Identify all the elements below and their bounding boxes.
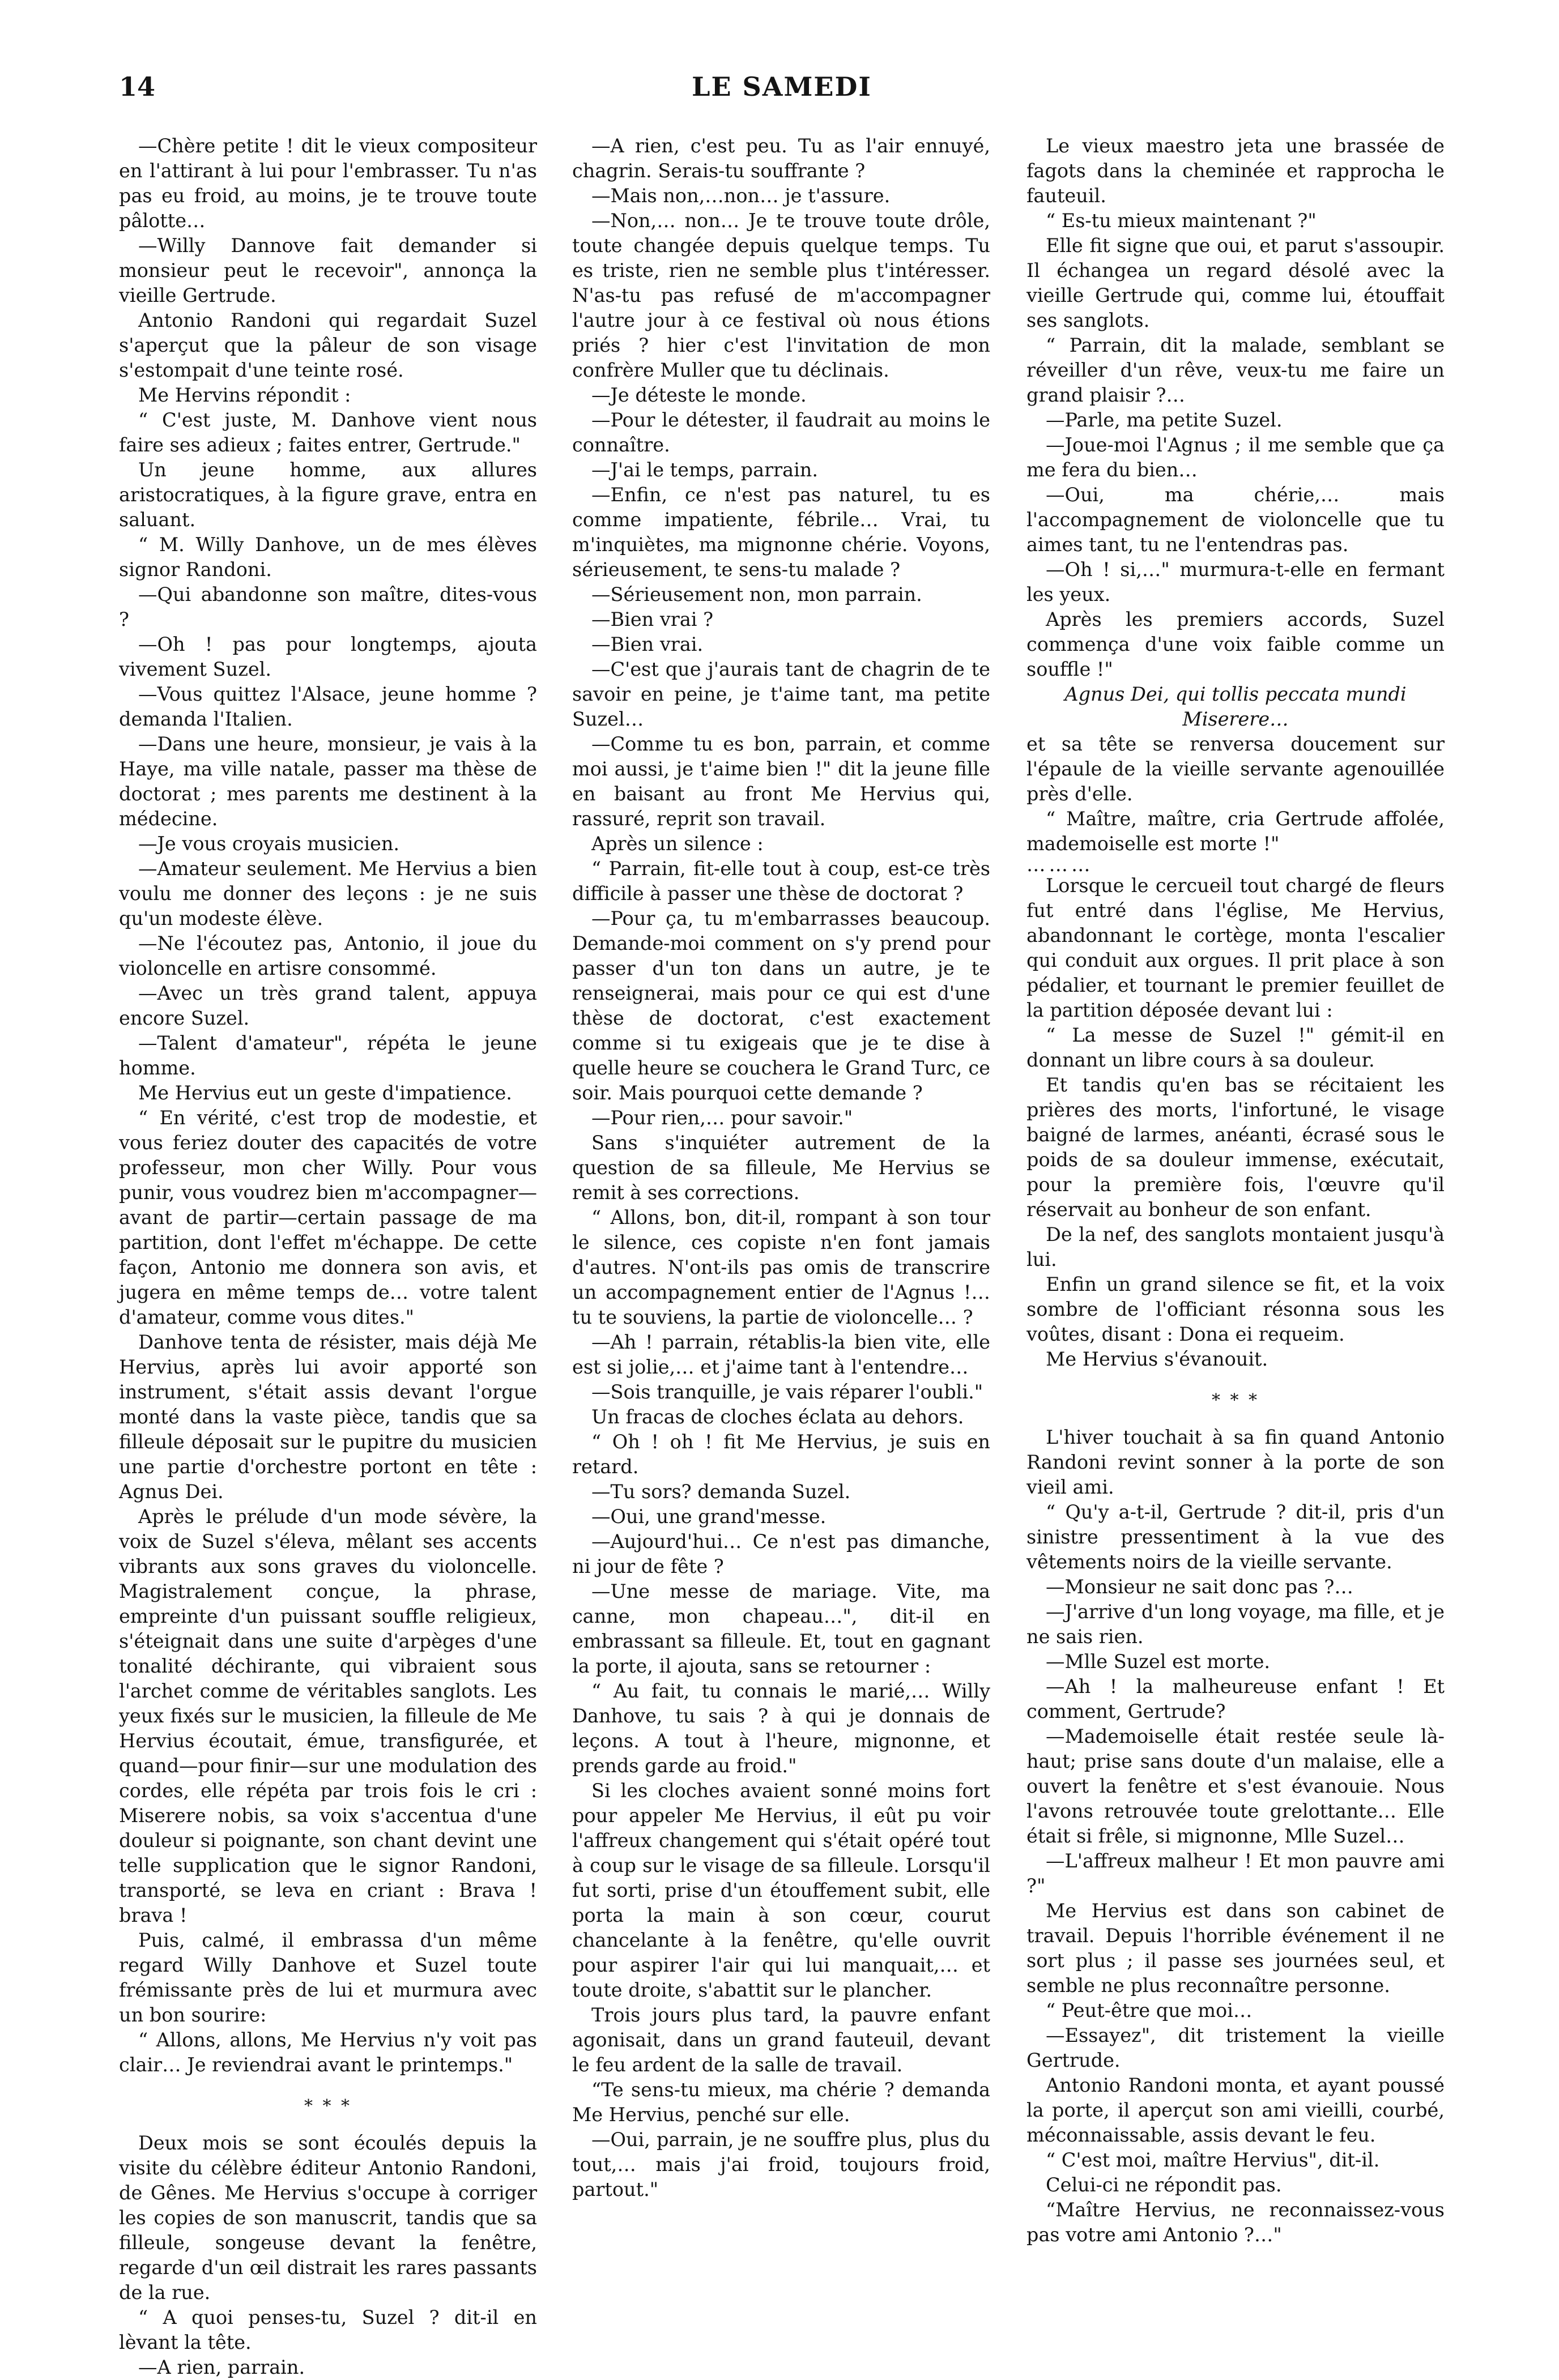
paragraph: —Sois tranquille, je vais réparer l'oubli." — [591, 1381, 983, 1403]
paragraph: Puis, calmé, il embrassa d'un même regard Willy Danhove et Suzel toute frémissante près de lui et murmura avec un bon sourire: — [119, 1929, 537, 2026]
paragraph: Danhove tenta de résister, mais déjà Me Hervius, après lui avoir apporté son instrument, s'était assis devant l'orgue monté dans la vaste pièce, tandis que sa filleule déposait sur le pupitre du musicien une partie d'orchestre portont en tête : Agnus Dei. — [119, 1331, 537, 1503]
paragraph: Trois jours plus tard, la pauvre enfant agonisait, dans un grand fauteuil, devant le feu ardent de la salle de travail. — [572, 2004, 990, 2076]
paragraph: Sans s'inquiéter autrement de la question de sa filleule, Me Hervius se remit à ses corrections. — [572, 1132, 990, 1204]
paragraph: —Ah ! parrain, rétablis-la bien vite, elle est si jolie,… et j'aime tant à l'entendre… — [572, 1331, 990, 1378]
paragraph: Après le prélude d'un mode sévère, la voix de Suzel s'éleva, mêlant ses accents vibrants aux sons graves du violoncelle. Magistralement conçue, la phrase, empreinte d'un puissant souffle religieux, s'éteignait dans une suite d'arpèges d'une tonalité déchirante, qui vibraient sous l'archet comme de véritables sanglots. Les yeux fixés sur le musicien, la filleule de Me Hervius écoutait, émue, transfigurée, et quand—pour finir—sur une modulation des cordes, elle répéta par trois fois le cri : Miserere nobis, sa voix s'accentua d'une douleur si poignante, son chant devint une telle supplication que le signor Randoni, transporté, se leva en criant : Brava ! brava ! — [119, 1505, 537, 1926]
paragraph: —Oh ! pas pour longtemps, ajouta vivement Suzel. — [119, 633, 537, 680]
latin-verse: Miserere… — [1182, 708, 1289, 730]
paragraph: “ Es-tu mieux maintenant ?" — [1046, 210, 1317, 232]
latin-verse: Agnus Dei, qui tollis peccata mundi — [1064, 683, 1407, 705]
paragraph: Elle fit signe que oui, et parut s'assoupir. Il échangea un regard désolé avec la vieille Gertrude qui, comme lui, étouffait ses sanglots. — [1026, 234, 1445, 331]
paragraph: —Non,… non… Je te trouve toute drôle, toute changée depuis quelque temps. Tu es triste, rien ne semble plus t'intéresser. N'as-tu pas refusé de m'accompagner l'autre jour à ce festival où nous étions priés ? hier c'est l'invitation de mon confrère Muller que tu déclinais. — [572, 210, 990, 381]
page-header — [119, 71, 1445, 117]
paragraph: —Chère petite ! dit le vieux compositeur en l'attirant à lui pour l'embrasser. Tu n'as pas eu froid, au moins, je te trouve toute pâlotte… — [119, 135, 537, 232]
paragraph: —Bien vrai. — [591, 633, 704, 655]
paragraph: “Maître Hervius, ne reconnaissez-vous pas votre ami Antonio ?…" — [1026, 2199, 1445, 2246]
paragraph: Me Hervius eut un geste d'impatience. — [138, 1082, 512, 1104]
paragraph: —Dans une heure, monsieur, je vais à la Haye, ma ville natale, passer ma thèse de doctorat ; mes parents me destinent à la médecine. — [119, 733, 537, 830]
paragraph: Me Hervius est dans son cabinet de travail. Depuis l'horrible événement il ne sort plus ; il passe ses journées seul, et semble ne plus reconnaître personne. — [1026, 1900, 1445, 1997]
text-column-3 — [1026, 134, 1445, 2263]
paragraph: —Avec un très grand talent, appuya encore Suzel. — [119, 982, 537, 1029]
paragraph: —Oui, ma chérie,… mais l'accompagnement de violoncelle que tu aimes tant, tu ne l'entendras pas. — [1026, 484, 1445, 556]
paragraph: Et tandis qu'en bas se récitaient les prières des morts, l'infortuné, le visage baigné de larmes, anéanti, écrasé sous le poids de sa douleur immense, exécutait, pour la première fois, l'œuvre qu'il réservait au bonheur de son enfant. — [1026, 1074, 1445, 1221]
paragraph: —Sérieusement non, mon parrain. — [591, 583, 922, 605]
paragraph: —Amateur seulement. Me Hervius a bien voulu me donner des leçons : je ne suis qu'un modeste élève. — [119, 858, 537, 929]
paragraph: “Te sens-tu mieux, ma chérie ? demanda Me Hervius, penché sur elle. — [572, 2079, 990, 2126]
paragraph: —Pour ça, tu m'embarrasses beaucoup. Demande-moi comment on s'y prend pour passer d'un ton dans un autre, je te renseignerai, mais pour ce qui est d'une thèse de doctorat, c'est exactement comme si tu exigeais que je te dise à quelle heure se couchera le Grand Turc, ce soir. Mais pourquoi cette demande ? — [572, 907, 990, 1104]
paragraph: “ Allons, allons, Me Hervius n'y voit pas clair… Je reviendrai avant le printemps." — [119, 2029, 537, 2076]
paragraph: —Je vous croyais musicien. — [138, 833, 400, 855]
paragraph: —Oui, parrain, je ne souffre plus, plus du tout,… mais j'ai froid, toujours froid, partout." — [572, 2129, 990, 2200]
page-title: LE SAMEDI — [692, 71, 872, 102]
paragraph: —C'est que j'aurais tant de chagrin de te savoir en peine, je t'aime tant, ma petite Suzel… — [572, 658, 990, 730]
paragraph: Me Hervins répondit : — [138, 384, 351, 406]
paragraph: —Pour le détester, il faudrait au moins le connaître. — [572, 409, 990, 456]
paragraph: Après un silence : — [591, 833, 764, 855]
paragraph: “ En vérité, c'est trop de modestie, et vous feriez douter des capacités de votre professeur, mon cher Willy. Pour vous punir, vous voudrez bien m'accompagner—avant de partir—certain passage de ma partition, dont l'effet m'échappe. De cette façon, Antonio me donnera son avis, et jugera en même temps de… votre talent d'amateur, comme vous dites." — [119, 1107, 537, 1328]
paragraph: Deux mois se sont écoulés depuis la visite du célèbre éditeur Antonio Randoni, de Gênes. Me Hervius s'occupe à corriger les copies de son manuscrit, tandis que sa filleule, songeuse devant la fenêtre, regarde d'un œil distrait les rares passants de la rue. — [119, 2132, 537, 2304]
paragraph: —Talent d'amateur", répéta le jeune homme. — [119, 1032, 537, 1079]
paragraph: “ Au fait, tu connais le marié,… Willy Danhove, tu sais ? à qui je donnais de leçons. A tout à l'heure, mignonne, et prends garde au froid." — [572, 1680, 990, 1777]
text-column-1 — [119, 134, 537, 2378]
paragraph: “ A quoi penses-tu, Suzel ? dit-il en lèvant la tête. — [119, 2306, 537, 2353]
paragraph: —Oui, une grand'messe. — [591, 1505, 827, 1528]
paragraph: —Qui abandonne son maître, dites-vous ? — [119, 583, 537, 630]
paragraph: Antonio Randoni monta, et ayant poussé la porte, il aperçut son ami vieilli, courbé, méconnaissable, assis devant le feu. — [1026, 2074, 1445, 2146]
paragraph: Antonio Randoni qui regardait Suzel s'aperçut que la pâleur de son visage s'estompait d'une teinte rosé. — [119, 309, 537, 381]
paragraph: —Ah ! la malheureuse enfant ! Et comment, Gertrude? — [1026, 1675, 1445, 1722]
paragraph: —Ne l'écoutez pas, Antonio, il joue du violoncelle en artisre consommé. — [119, 932, 537, 979]
paragraph: —Oh ! si,…" murmura-t-elle en fermant les yeux. — [1026, 558, 1445, 605]
section-break-ornament: * * * — [304, 2096, 352, 2116]
paragraph: Si les cloches avaient sonné moins fort pour appeler Me Hervius, il eût pu voir l'affreux changement qui s'était opéré tout à coup sur le visage de sa filleule. Lorsqu'il fut sorti, prise d'un étouffement subit, elle porta la main à son cœur, courut chancelante à la fenêtre, qu'elle ouvrit pour aspirer l'air qui lui manquait,… et toute droite, s'abattit sur le plancher. — [572, 1780, 990, 2001]
paragraph: —J'ai le temps, parrain. — [591, 459, 819, 481]
paragraph: Celui-ci ne répondit pas. — [1046, 2174, 1282, 2196]
paragraph: —Joue-moi l'Agnus ; il me semble que ça me fera du bien… — [1026, 434, 1445, 481]
page-number: 14 — [119, 71, 156, 102]
paragraph: “ M. Willy Danhove, un de mes élèves signor Randoni. — [119, 534, 537, 581]
paragraph: —A rien, c'est peu. Tu as l'air ennuyé, chagrin. Serais-tu souffrante ? — [572, 135, 990, 182]
paragraph: Lorsque le cercueil tout chargé de fleurs fut entré dans l'église, Me Hervius, abandonnant le cortège, monta l'escalier qui conduit aux orgues. Il prit place à son pédalier, et tournant le premier feuillet de la partition déposée devant lui : — [1026, 875, 1445, 1021]
paragraph: Un fracas de cloches éclata au dehors. — [591, 1406, 964, 1428]
paragraph: “ Parrain, dit la malade, semblant se réveiller d'un rêve, veux-tu me faire un grand plaisir ?… — [1026, 334, 1445, 406]
section-break-ornament: * * * — [1211, 1391, 1260, 1410]
paragraph: —Tu sors? demanda Suzel. — [591, 1481, 851, 1503]
paragraph: “ La messe de Suzel !" gémit-il en donnant un libre cours à sa douleur. — [1026, 1024, 1445, 1071]
paragraph: “ Allons, bon, dit-il, rompant à son tour le silence, ces copiste n'en font jamais d'autres. N'ont-ils pas omis de transcrire un accompagnement entier de l'Agnus !… tu te souviens, la partie de violoncelle… ? — [572, 1206, 990, 1328]
paragraph: —Mais non,…non… je t'assure. — [591, 185, 891, 207]
paragraph: “ C'est moi, maître Hervius", dit-il. — [1046, 2149, 1380, 2171]
paragraph: “ C'est juste, M. Danhove vient nous faire ses adieux ; faites entrer, Gertrude." — [119, 409, 537, 456]
paragraph: —J'arrive d'un long voyage, ma fille, et je ne sais rien. — [1026, 1601, 1445, 1648]
paragraph: —Vous quittez l'Alsace, jeune homme ? demanda l'Italien. — [119, 683, 537, 730]
paragraph: —L'affreux malheur ! Et mon pauvre ami ?" — [1026, 1850, 1445, 1897]
paragraph: —Mademoiselle était restée seule là-haut; prise sans doute d'un malaise, elle a ouvert la fenêtre et s'est évanouie. Nous l'avons retrouvée toute grelottante… Elle était si frêle, si mignonne, Mlle Suzel… — [1026, 1725, 1445, 1847]
paragraph: —Comme tu es bon, parrain, et comme moi aussi, je t'aime bien !" dit la jeune fille en baisant au front Me Hervius qui, rassuré, reprit son travail. — [572, 733, 990, 830]
paragraph: —Monsieur ne sait donc pas ?… — [1046, 1576, 1353, 1598]
paragraph: De la nef, des sanglots montaient jusqu'à lui. — [1026, 1223, 1445, 1270]
paragraph: Après les premiers accords, Suzel commença d'une voix faible comme un souffle !" — [1026, 608, 1445, 680]
paragraph: Enfin un grand silence se fit, et la voix sombre de l'officiant résonna sous les voûtes, disant : Dona ei requeim. — [1026, 1273, 1445, 1345]
text-column-2 — [572, 134, 990, 2263]
paragraph: Me Hervius s'évanouit. — [1046, 1348, 1268, 1370]
paragraph: L'hiver touchait à sa fin quand Antonio Randoni revint sonner à la porte de son vieil ami. — [1026, 1426, 1445, 1498]
paragraph: —A rien, parrain. — [138, 2356, 305, 2378]
paragraph: —Pour rien,… pour savoir." — [591, 1107, 853, 1129]
paragraph: Le vieux maestro jeta une brassée de fagots dans la cheminée et rapprocha le fauteuil. — [1026, 135, 1445, 207]
paragraph: “ Maître, maître, cria Gertrude affolée, mademoiselle est morte !" — [1026, 808, 1445, 855]
paragraph: “ Parrain, fit-elle tout à coup, est-ce très difficile à passer une thèse de doctorat ? — [572, 858, 990, 905]
paragraph: “ Peut-être que moi… — [1046, 1999, 1253, 2021]
paragraph: —Une messe de mariage. Vite, ma canne, mon chapeau…", dit-il en embrassant sa filleule. Et, tout en gagnant la porte, il ajouta, sans se retourner : — [572, 1580, 990, 1677]
paragraph: —Aujourd'hui… Ce n'est pas dimanche, ni jour de fête ? — [572, 1530, 990, 1577]
paragraph: “ Oh ! oh ! fit Me Hervius, je suis en retard. — [572, 1431, 990, 1478]
paragraph: —Je déteste le monde. — [591, 384, 807, 406]
ellipsis-separator: ……… — [1026, 854, 1094, 876]
paragraph: —Mlle Suzel est morte. — [1046, 1650, 1271, 1673]
paragraph: et sa tête se renversa doucement sur l'épaule de la vieille servante agenouillée près d'elle. — [1026, 733, 1445, 805]
paragraph: —Parle, ma petite Suzel. — [1046, 409, 1283, 431]
paragraph: —Essayez", dit tristement la vieille Gertrude. — [1026, 2024, 1445, 2071]
paragraph: “ Qu'y a-t-il, Gertrude ? dit-il, pris d'un sinistre pressentiment à la vue des vêtements noirs de la vieille servante. — [1026, 1501, 1445, 1573]
paragraph: Un jeune homme, aux allures aristocratiques, à la figure grave, entra en saluant. — [119, 459, 537, 531]
paragraph: —Bien vrai ? — [591, 608, 714, 630]
paragraph: —Enfin, ce n'est pas naturel, tu es comme impatiente, fébrile… Vrai, tu m'inquiètes, ma mignonne chérie. Voyons, sérieusement, te sens-tu malade ? — [572, 484, 990, 581]
paragraph: —Willy Dannove fait demander si monsieur peut le recevoir", annonça la vieille Gertrude. — [119, 234, 537, 306]
